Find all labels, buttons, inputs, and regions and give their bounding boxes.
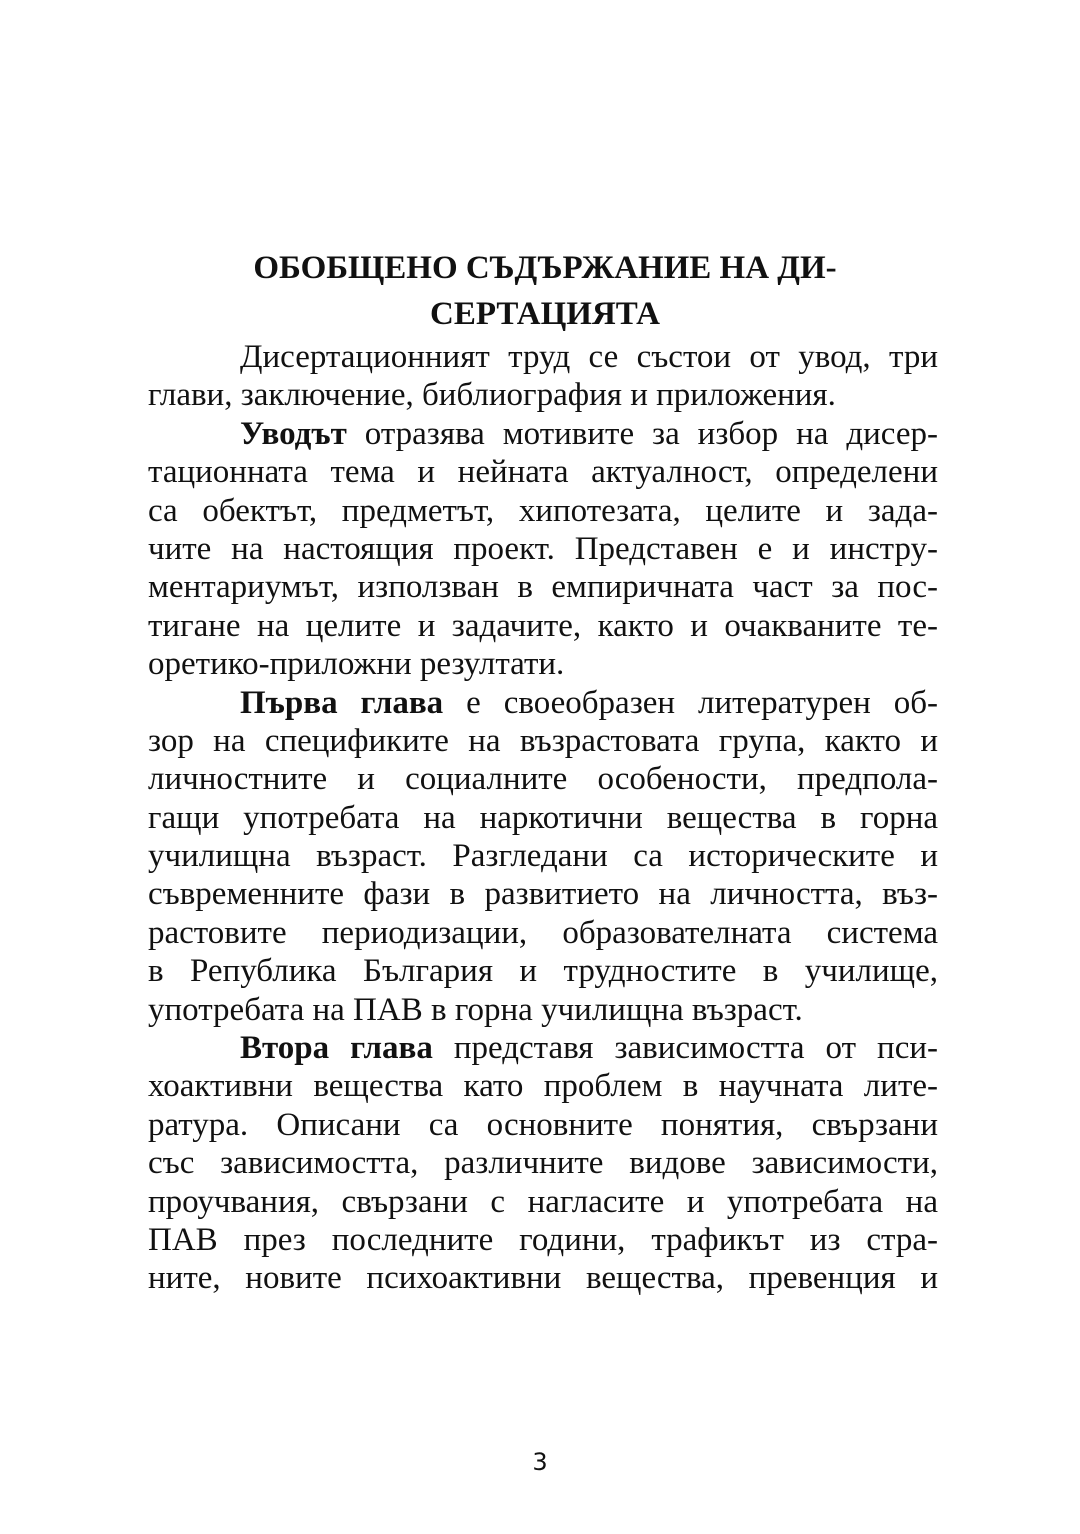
- text-line: употребата на ПАВ в горна училищна възраст.: [148, 991, 803, 1028]
- text-line: ментариумът, използван в емпиричната част за пос-: [148, 569, 938, 606]
- text-line-rest: отразява мотивите за избор на дисер-: [346, 415, 938, 452]
- text-line: [148, 415, 938, 453]
- text-line-rest: е своеобразен литературен об-: [443, 684, 938, 721]
- text-line: проучвания, свързани с нагласите и употребата на: [148, 1183, 938, 1220]
- text-line-rest: представя зависимостта от пси-: [432, 1030, 938, 1067]
- text-line: ратура. Описани са основните понятия, свързани: [148, 1106, 938, 1143]
- text-line: училищна възраст. Разгледани са историческите и: [148, 838, 938, 875]
- text-line: тационната тема и нейната актуалност, определени: [148, 454, 938, 491]
- text-line: оретико-приложни резултати.: [148, 646, 565, 683]
- text-line: ПАВ през последните години, трафикът из стра-: [148, 1221, 938, 1258]
- text-line: глави, заключение, библиография и приложения.: [148, 377, 836, 414]
- text-line: са обектът, предметът, хипотезата, целите и зада-: [148, 492, 938, 529]
- text-line: съвременните фази в развитието на личността, въз-: [148, 876, 938, 913]
- text-line: личностните и социалните особености, предпола-: [148, 761, 938, 798]
- text-line: със зависимостта, различните видове зависимости,: [148, 1145, 938, 1182]
- heading-line: ОБОБЩЕНО СЪДЪРЖАНИЕ НА ДИ-: [253, 250, 837, 286]
- text-line: тигане на целите и задачите, както и очакваните те-: [148, 607, 938, 644]
- paragraph-lead: Втора глава: [240, 1030, 433, 1067]
- text-line: чите на настоящия проект. Представен е и инстру-: [148, 530, 938, 567]
- section-heading: [150, 245, 940, 337]
- heading-line: СЕРТАЦИЯТА: [430, 296, 660, 332]
- text-line: зор на спецификите на възрастовата група, както и: [148, 722, 938, 759]
- body-text: [148, 338, 938, 1298]
- paragraph-chapter-two: [148, 1029, 938, 1298]
- text-line: гащи употребата на наркотични вещества в горна: [148, 799, 938, 836]
- text-line: Дисертационният труд се състои от увод, три: [240, 339, 938, 375]
- text-line: [148, 684, 938, 722]
- text-line: [148, 1029, 938, 1067]
- paragraph-intro: [148, 338, 938, 415]
- text-line: хоактивни вещества като проблем в научната лите-: [148, 1068, 938, 1105]
- paragraph-introduction-summary: [148, 415, 938, 684]
- text-line: ните, новите психоактивни вещества, превенция и: [148, 1260, 938, 1297]
- paragraph-lead: Първа глава: [240, 684, 444, 721]
- text-line: в Република България и трудностите в училище,: [148, 953, 938, 990]
- paragraph-lead: Уводът: [240, 415, 347, 452]
- paragraph-chapter-one: [148, 684, 938, 1030]
- page-number: 3: [532, 1448, 548, 1476]
- text-line: растовите периодизации, образователната система: [148, 914, 938, 951]
